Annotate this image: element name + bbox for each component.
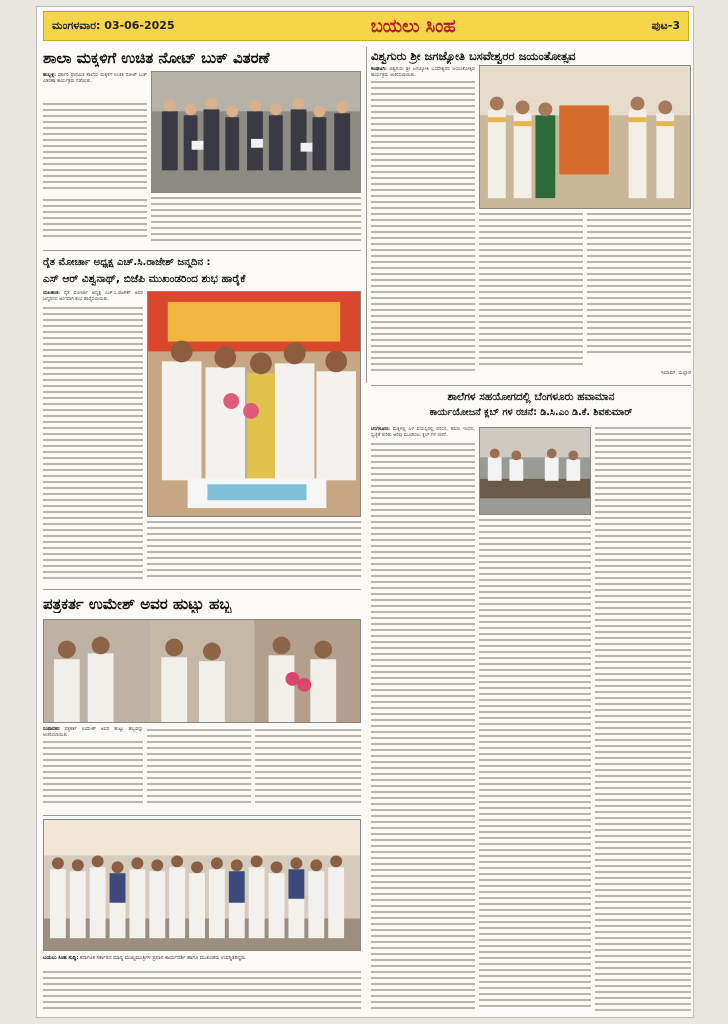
newspaper-title: ಬಯಲು ಸಿಂಹ	[370, 15, 456, 37]
article-text-lines	[43, 741, 143, 813]
page-number: ಪುಟ-3	[651, 19, 680, 32]
article-text-lines	[43, 307, 143, 585]
divider	[43, 589, 361, 590]
article-text-lines	[587, 213, 691, 363]
article-lead: ಕಲಘಟಗಿ:	[371, 67, 387, 72]
article-text-lines	[43, 103, 147, 195]
article-text-lines	[255, 729, 361, 813]
article-text-lines	[479, 213, 583, 373]
article-lead: ಸಂಪಾದಕರ	[43, 727, 60, 732]
photo-umesh-birthday	[43, 619, 361, 723]
article-text-lines	[43, 199, 147, 245]
caption-text: ಕರ್ನಾಟಕ ಸರ್ಕಾರದ ಮಾನ್ಯ ಮುಖ್ಯಮಂತ್ರಿಗಳ ಪ್ರಧಾನ ಕಾರ್ಯದರ್ಶಿ ಹಾಗೂ ಮುಖಂಡರು ಉಪಸ್ಥಿತರಿದ್ದರು.	[79, 955, 247, 961]
article-text: ರೈತ ಮೋರ್ಚಾ ಅಧ್ಯಕ್ಷ ಎಚ್.ಸಿ.ರಾಜೇಶ್ ಅವರ ಜನ್ಮದಿನದ ಅಂಗವಾಗಿ ಶುಭ ಹಾರೈಸಲಾಯಿತು.	[43, 291, 143, 303]
column-divider	[366, 47, 367, 383]
article-text: ಮಕ್ಕಳಲ್ಲಿ ಎಳೆ ವಯಸ್ಸಿನಲ್ಲಿ ಪರಿಸರ, ಹಸಿರು ಇಂಧನ, ಸ್ವಚ್ಛತೆ ಕುರಿತು ಅರಿವು ಮೂಡಿಸಲು ಕ್ಲಬ್ ಗಳ ರಚನೆ.	[371, 427, 475, 439]
caption-lead: ಬಯಲು ಸಿಂಹ ಸುದ್ದಿ:	[43, 955, 79, 961]
article-text: ಪತ್ರಕರ್ತ ಉಮೇಶ್ ಅವರ ಹುಟ್ಟು ಹಬ್ಬವನ್ನು ಆಚರಿಸಲಾಯಿತು.	[43, 727, 143, 739]
photo-rajesh-birthday	[147, 291, 361, 517]
article-lead: ಹುಬ್ಬಳ್ಳಿ:	[43, 73, 56, 78]
photo-basaveshwara-jayanti	[479, 65, 691, 209]
newspaper-page	[36, 6, 694, 1018]
photo-group-event	[43, 819, 361, 951]
headline-basaveshwara: ವಿಶ್ವಗುರು ಶ್ರೀ ಜಗಜ್ಯೋತಿ ಬಸವೇಶ್ವರರ ಜಯಂತೋತ್ಸವ	[371, 49, 576, 63]
article-text: ಸರ್ಕಾರಿ ಪ್ರಾಥಮಿಕ ಶಾಲೆಯ ಮಕ್ಕಳಿಗೆ ಉಚಿತ ನೋಟ್ ಬುಕ್ ವಿತರಣಾ ಕಾರ್ಯಕ್ರಮ ನಡೆಯಿತು.	[43, 73, 147, 85]
divider	[43, 250, 361, 251]
article-signature: ಇಮಾಮ್, ಮಲ್ಲಾಡ	[660, 371, 691, 376]
article-text-lines	[151, 197, 361, 245]
article-text-lines	[371, 443, 475, 1015]
article-text: ವಿಶ್ವಗುರು ಶ್ರೀ ಜಗಜ್ಯೋತಿ ಬಸವೇಶ್ವರರ ಜಯಂತೋತ್ಸವ ಕಾರ್ಯಕ್ರಮ ಆಚರಿಸಲಾಯಿತು.	[371, 67, 475, 79]
article-dks-lead	[371, 427, 475, 439]
article-text-lines	[43, 971, 361, 1015]
photo-notebook-distribution	[151, 71, 361, 193]
article-umesh-lead	[43, 727, 143, 739]
article-basaveshwara-lead	[371, 67, 475, 79]
headline-umesh: ಪತ್ರಕರ್ತ ಉಮೇಶ್ ಅವರ ಹುಟ್ಟು ಹಬ್ಬ	[43, 595, 232, 613]
article-text-lines	[371, 81, 475, 379]
article-lead: ಬೆಂಗಳೂರು:	[371, 427, 390, 432]
issue-date: ಮಂಗಳವಾರ: 03-06-2025	[52, 19, 175, 32]
article-text-lines	[595, 427, 691, 1015]
headline-dks-line1: ಶಾಲೆಗಳ ಸಹಯೋಗದಲ್ಲಿ ಬೆಂಗಳೂರು ಹವಾಮಾನ	[447, 391, 615, 403]
headline-rajesh-line1: ರೈತ ಮೋರ್ಚಾ ಅಧ್ಯಕ್ಷ ಎಚ್.ಸಿ.ರಾಜೇಶ್ ಜನ್ಮದಿನ :	[43, 257, 211, 268]
photo-dks-meeting	[479, 427, 591, 515]
divider	[371, 385, 691, 386]
article-rajesh-lead	[43, 291, 143, 303]
headline-rajesh-line2: ಎಸ್ ಆರ್ ವಿಶ್ವನಾಥ್, ಬಿಜೆಪಿ ಮುಖಂಡರಿಂದ ಶುಭ ಹಾರೈಕೆ	[43, 273, 246, 285]
article-text-lines	[147, 729, 251, 813]
article-text-lines	[479, 519, 591, 1015]
article-lead: ಯಲಹಂಕ:	[43, 291, 61, 296]
headline-notebooks: ಶಾಲಾ ಮಕ್ಕಳಿಗೆ ಉಚಿತ ನೋಟ್ ಬುಕ್ ವಿತರಣೆ	[43, 49, 270, 67]
headline-dks-line2: ಕಾರ್ಯಯೋಜನೆ ಕ್ಲಬ್ ಗಳ ರಚನೆ: ಡಿ.ಸಿ.ಎಂ ಡಿ.ಕೆ. ಶಿವಕುಮಾರ್	[429, 407, 633, 418]
masthead	[43, 11, 689, 41]
article-text-lines	[147, 521, 361, 585]
divider	[43, 815, 361, 816]
